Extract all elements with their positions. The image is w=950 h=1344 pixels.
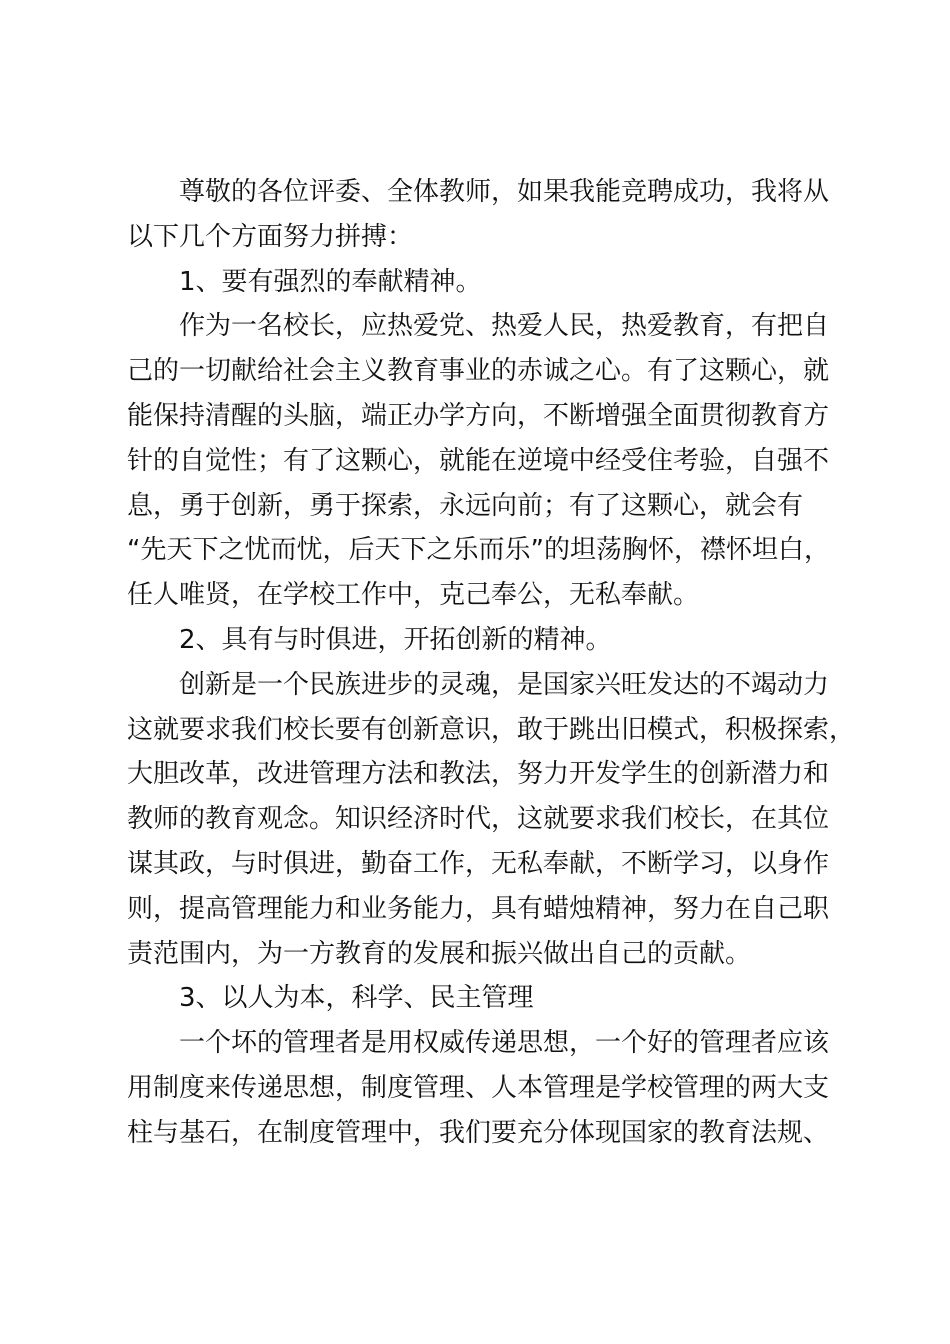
section-heading: 1、要有强烈的奉献精神。: [179, 266, 482, 297]
text-line: 教师的教育观念。知识经济时代，这就要求我们校长，在其位: [127, 804, 830, 835]
text-line: 息，勇于创新，勇于探索，永远向前；有了这颗心，就会有: [127, 490, 804, 521]
text-line: 则，提高管理能力和业务能力，具有蜡烛精神，努力在自己职: [127, 893, 830, 924]
text-line: 大胆改革，改进管理方法和教法，努力开发学生的创新潜力和: [127, 759, 830, 790]
text-line: 创新是一个民族进步的灵魂，是国家兴旺发达的不竭动力: [179, 669, 830, 700]
text-line: 这就要求我们校长要有创新意识，敢于跳出旧模式，积极探索，: [127, 714, 856, 745]
text-line: 用制度来传递思想，制度管理、人本管理是学校管理的两大支: [127, 1072, 830, 1103]
section-heading: 3、以人为本，科学、民主管理: [179, 983, 534, 1014]
text-line: 以下几个方面努力拼搏：: [127, 221, 414, 252]
text-line: 任人唯贤，在学校工作中，克己奉公，无私奉献。: [127, 580, 700, 611]
text-line: 责范围内，为一方教育的发展和振兴做出自己的贡献。: [127, 938, 752, 969]
text-line: 尊敬的各位评委、全体教师，如果我能竞聘成功，我将从: [179, 177, 830, 207]
text-line: 能保持清醒的头脑，端正办学方向，不断增强全面贯彻教育方: [127, 400, 830, 431]
text-line: 作为一名校长，应热爱党、热爱人民，热爱教育，有把自: [179, 311, 830, 342]
document-body: [127, 170, 855, 1156]
section-heading: 2、具有与时俱进，开拓创新的精神。: [179, 624, 612, 655]
text-line: “先天下之忧而忧，后天下之乐而乐”的坦荡胸怀，襟怀坦白，: [127, 535, 830, 566]
text-line: 己的一切献给社会主义教育事业的赤诚之心。有了这颗心，就: [127, 356, 830, 387]
text-line: 针的自觉性；有了这颗心，就能在逆境中经受住考验，自强不: [127, 445, 830, 476]
text-line: 一个坏的管理者是用权威传递思想，一个好的管理者应该: [179, 1028, 830, 1059]
text-line: 谋其政，与时俱进，勤奋工作，无私奉献，不断学习，以身作: [127, 848, 830, 879]
text-line: 柱与基石，在制度管理中，我们要充分体现国家的教育法规、: [127, 1117, 830, 1148]
